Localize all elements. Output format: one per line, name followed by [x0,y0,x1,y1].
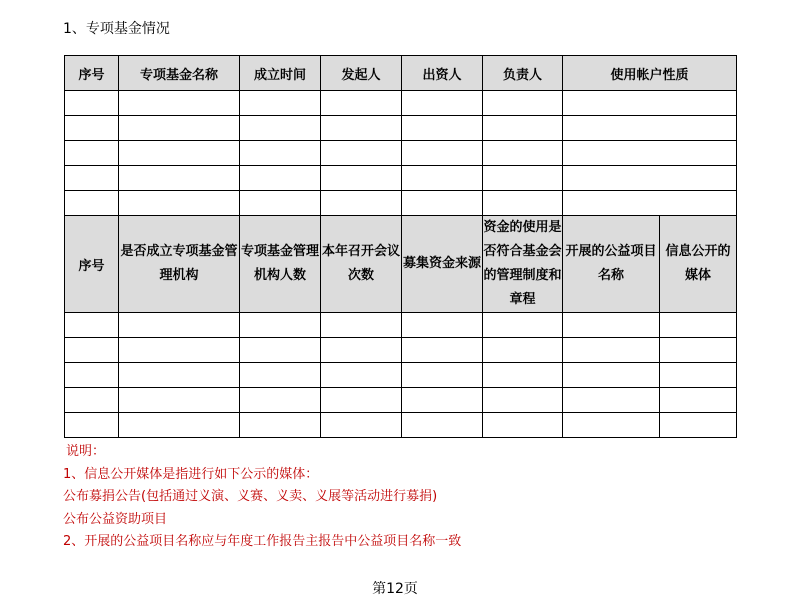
table-cell[interactable] [240,338,321,363]
table-cell[interactable] [563,313,660,338]
table-cell[interactable] [321,363,402,388]
note-line: 1、信息公开媒体是指进行如下公示的媒体： [63,466,319,482]
header-cell: 序号 [65,216,119,313]
table-cell[interactable] [240,388,321,413]
table-cell[interactable] [402,116,483,141]
note-line: 公布募捐公告(包括通过义演、义赛、义卖、义展等活动进行募捐) [63,489,438,504]
table-cell[interactable] [65,363,119,388]
table-cell[interactable] [240,363,321,388]
table-cell[interactable] [240,191,321,216]
table-cell[interactable] [402,413,483,438]
table-cell[interactable] [402,166,483,191]
header-cell: 使用帐户性质 [563,56,737,91]
table-cell[interactable] [65,413,119,438]
table-cell[interactable] [119,116,240,141]
table-cell[interactable] [65,166,119,191]
header-cell: 本年召开会议次数 [321,216,402,313]
table-cell[interactable] [240,166,321,191]
header-cell: 专项基金管理机构人数 [240,216,321,313]
header-cell: 是否成立专项基金管理机构 [119,216,240,313]
table-row [65,413,737,438]
header-cell: 信息公开的媒体 [660,216,737,313]
note-line: 2、开展的公益项目名称应与年度工作报告主报告中公益项目名称一致 [63,534,462,549]
table-cell[interactable] [660,388,737,413]
table-cell[interactable] [240,116,321,141]
table-row [65,166,737,191]
table-cell[interactable] [321,388,402,413]
table-cell[interactable] [119,141,240,166]
table-cell[interactable] [483,191,563,216]
header-cell: 成立时间 [240,56,321,91]
table-cell[interactable] [483,363,563,388]
table-cell[interactable] [65,116,119,141]
table-cell[interactable] [402,91,483,116]
table-row [65,91,737,116]
table-cell[interactable] [65,91,119,116]
table-cell[interactable] [483,141,563,166]
table-cell[interactable] [483,388,563,413]
table-row [65,116,737,141]
table-cell[interactable] [119,413,240,438]
table-cell[interactable] [240,413,321,438]
notes-block [63,441,461,554]
special-fund-table [64,55,737,216]
table-cell[interactable] [240,141,321,166]
table-cell[interactable] [65,388,119,413]
header-cell: 发起人 [321,56,402,91]
table-row [65,363,737,388]
table-cell[interactable] [483,166,563,191]
header-cell: 出资人 [402,56,483,91]
table-header-row [65,56,737,91]
table-cell[interactable] [240,313,321,338]
table-cell[interactable] [563,191,737,216]
fund-management-table [64,215,737,438]
table-cell[interactable] [483,313,563,338]
table-cell[interactable] [563,91,737,116]
header-cell: 资金的使用是否符合基金会的管理制度和章程 [483,216,563,313]
table-cell[interactable] [402,141,483,166]
table-cell[interactable] [65,338,119,363]
table-row [65,141,737,166]
table-header-row [65,216,737,313]
table-cell[interactable] [119,166,240,191]
table-cell[interactable] [563,363,660,388]
table-cell[interactable] [563,141,737,166]
table-cell[interactable] [483,116,563,141]
table-cell[interactable] [321,191,402,216]
table-cell[interactable] [483,91,563,116]
table-cell[interactable] [321,313,402,338]
table-cell[interactable] [65,141,119,166]
note-heading: 说明： [66,444,106,459]
table-cell[interactable] [119,91,240,116]
table-cell[interactable] [563,388,660,413]
table-cell[interactable] [402,313,483,338]
table-cell[interactable] [321,141,402,166]
table-cell[interactable] [321,116,402,141]
table-cell[interactable] [240,91,321,116]
table-cell[interactable] [402,338,483,363]
table-cell[interactable] [660,338,737,363]
header-cell: 序号 [65,56,119,91]
table-cell[interactable] [119,191,240,216]
table-cell[interactable] [321,338,402,363]
table-cell[interactable] [65,191,119,216]
table-row [65,191,737,216]
table-cell[interactable] [402,388,483,413]
table-cell[interactable] [660,413,737,438]
table-cell[interactable] [321,91,402,116]
note-line: 公布公益资助项目 [63,511,168,527]
table-row [65,313,737,338]
table-cell[interactable] [563,413,660,438]
table-row [65,388,737,413]
table-cell[interactable] [402,191,483,216]
table-cell[interactable] [402,363,483,388]
header-cell: 开展的公益项目名称 [563,216,660,313]
header-cell: 专项基金名称 [119,56,240,91]
table-cell[interactable] [119,313,240,338]
table-cell[interactable] [563,338,660,363]
table-cell[interactable] [483,338,563,363]
section-title: 1、专项基金情况 [63,21,170,37]
header-cell: 募集资金来源 [402,216,483,313]
table-cell[interactable] [660,313,737,338]
table-cell[interactable] [119,338,240,363]
table-cell[interactable] [321,166,402,191]
table-row [65,338,737,363]
table-cell[interactable] [119,388,240,413]
table-cell[interactable] [563,166,737,191]
page-number: 第12页 [372,581,418,597]
table-cell[interactable] [563,116,737,141]
table-cell[interactable] [119,363,240,388]
table-cell[interactable] [321,413,402,438]
table-cell[interactable] [65,313,119,338]
table-cell[interactable] [483,413,563,438]
header-cell: 负责人 [483,56,563,91]
table-cell[interactable] [660,363,737,388]
